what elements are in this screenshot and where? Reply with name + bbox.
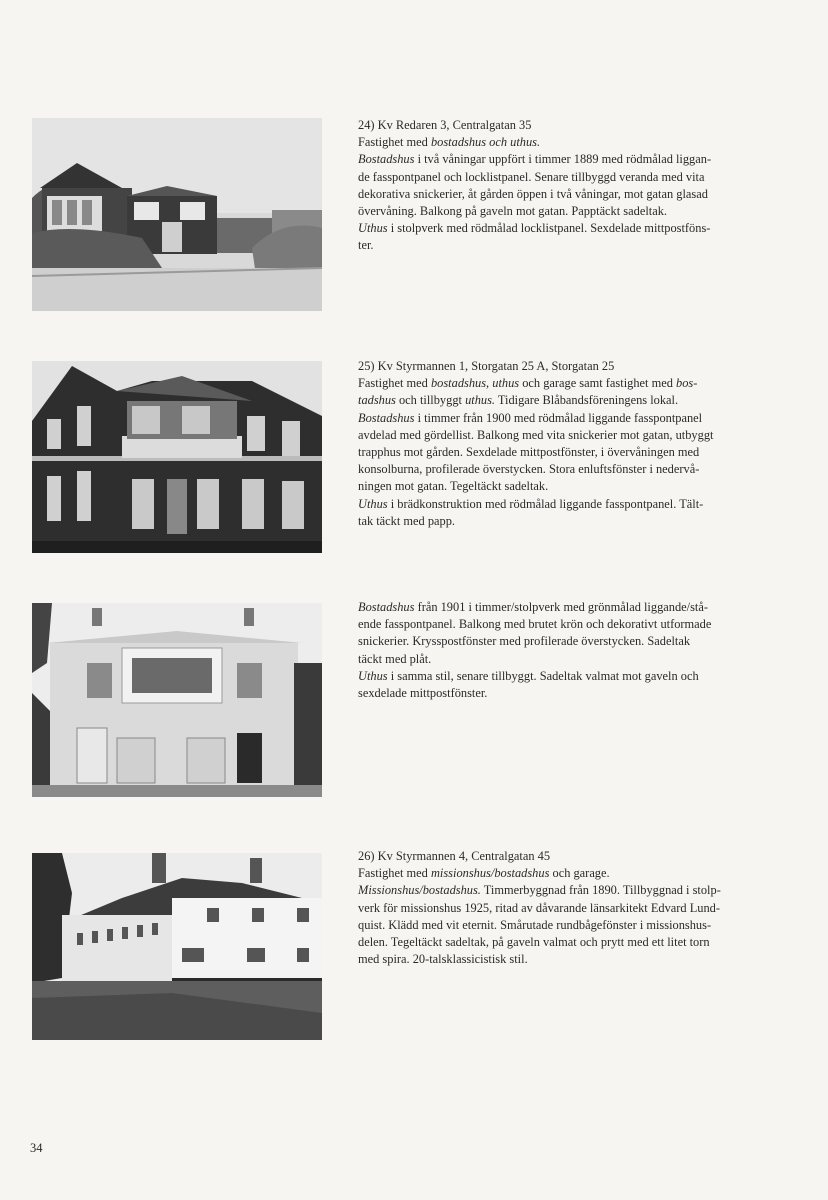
italic-term: Bostadshus: [358, 600, 415, 614]
text-segment: 26) Kv Styrmannen 4, Centralgatan 45: [358, 849, 551, 863]
text-segment: och garage samt fastighet med: [519, 376, 677, 391]
text-line: [358, 375, 768, 392]
text-segment: de fasspontpanel och locklistpanel. Senare tillbyggd veranda med vita: [358, 169, 705, 184]
text-segment: Timmerbyggnad från 1890. Tillbyggnad i stolp-: [480, 883, 721, 898]
text-segment: ter.: [358, 238, 374, 253]
italic-term: Missionshus/bostadshus.: [358, 883, 481, 898]
italic-term: bostadshus och uthus.: [430, 135, 541, 150]
house-photo-25b: [32, 603, 322, 797]
text-segment: från 1901 i timmer/stolpverk med grönmålad liggande/stå-: [414, 600, 708, 614]
text-line: [358, 117, 768, 134]
text-line: [358, 900, 768, 917]
text-segment: och garage.: [549, 866, 610, 881]
italic-term: Bostadshus: [358, 152, 418, 167]
text-line: [358, 220, 768, 237]
text-segment: ende fasspontpanel. Balkong med brutet krön och dekorativt utformade: [358, 617, 712, 632]
text-segment: i timmer från 1900 med rödmålad liggande fasspontpanel: [414, 410, 703, 425]
text-segment: delen. Tegeltäckt sadeltak, på gaveln valmat och prytt med ett litet torn: [358, 935, 710, 950]
entry-25-text: [358, 358, 768, 530]
house-photo-24: [32, 118, 322, 311]
text-segment: trapphus mot gården. Sexdelade mittpostfönster, i övervåningen med: [358, 445, 700, 460]
text-segment: 25) Kv Styrmannen 1, Storgatan 25 A, Storgatan 25: [358, 359, 615, 373]
text-line: [358, 478, 768, 495]
text-segment: och tillbyggt: [395, 393, 466, 408]
text-line: [358, 685, 768, 702]
text-line: [358, 186, 768, 203]
text-segment: i brädkonstruktion med rödmålad liggande fasspontpanel. Tält-: [387, 496, 704, 511]
text-segment: tak täckt med papp.: [358, 513, 456, 528]
text-segment: Fastighet med: [358, 376, 431, 391]
text-line: [358, 633, 768, 650]
text-line: [358, 917, 768, 934]
house-photo-25: [32, 361, 322, 553]
text-line: [358, 651, 768, 668]
text-line: [358, 151, 768, 168]
text-segment: Fastighet med: [358, 135, 431, 150]
entry-24-text: [358, 117, 768, 255]
text-line: [358, 865, 768, 882]
text-segment: i två våningar uppfört i timmer 1889 med rödmålad liggan-: [417, 152, 712, 167]
text-segment: sexdelade mittpostfönster.: [358, 686, 488, 701]
text-line: [358, 934, 768, 951]
text-segment: täckt med plåt.: [358, 651, 432, 666]
text-line: [358, 848, 768, 865]
page-number: 34: [30, 1141, 43, 1155]
text-segment: 24) Kv Redaren 3, Centralgatan 35: [358, 118, 532, 132]
text-segment: avdelad med gördellist. Balkong med vita snickerier mot gatan, utbyggt: [358, 427, 714, 442]
text-segment: dekorativa snickerier, åt gården öppen i två våningar, mot gatan glasad: [358, 186, 708, 201]
text-segment: ningen mot gatan. Tegeltäckt sadeltak.: [358, 479, 549, 494]
entry-26-text: [358, 848, 768, 968]
house-photo-26: [32, 853, 322, 1040]
text-line: [358, 134, 768, 151]
text-line: [358, 169, 768, 186]
italic-term: missionshus/bostadshus: [430, 866, 550, 881]
text-line: [358, 668, 768, 685]
text-line: [358, 496, 768, 513]
text-line: [358, 392, 768, 409]
italic-term: Uthus: [358, 668, 388, 683]
italic-term: Uthus: [358, 221, 388, 236]
text-line: [358, 427, 768, 444]
text-line: [358, 616, 768, 633]
text-segment: konsolburna, profilerade överstycken. Stora enluftsfönster i nedervå-: [358, 462, 700, 477]
italic-term: Bostadshus: [358, 410, 415, 425]
text-line: [358, 882, 768, 899]
text-line: [358, 599, 768, 616]
italic-term: bostadshus, uthus: [430, 376, 520, 391]
text-segment: quist. Klädd med vit eternit. Smårutade rundbågefönster i missionshus-: [358, 917, 712, 932]
text-line: [358, 951, 768, 968]
italic-term: bos-: [676, 376, 698, 391]
text-line: [358, 513, 768, 530]
italic-term: tadshus: [358, 393, 396, 408]
text-line: [358, 461, 768, 478]
text-segment: Tidigare Blåbandsföreningens lokal.: [495, 393, 679, 408]
text-segment: Fastighet med: [358, 866, 431, 881]
italic-term: Uthus: [358, 496, 388, 511]
text-segment: med spira. 20-talsklassicistisk stil.: [358, 952, 528, 967]
text-segment: verk för missionshus 1925, ritad av dåvarande länsarkitekt Edvard Lund-: [358, 900, 720, 915]
text-segment: i stolpverk med rödmålad locklistpanel. Sexdelade mittpostföns-: [387, 221, 711, 236]
text-line: [358, 358, 768, 375]
text-segment: i samma stil, senare tillbyggt. Sadeltak valmat mot gaveln och: [387, 668, 699, 683]
text-line: [358, 444, 768, 461]
entry-25b-text: [358, 599, 768, 702]
text-line: [358, 237, 768, 254]
text-segment: övervåning. Balkong på gaveln mot gatan. Papptäckt sadeltak.: [358, 204, 667, 219]
text-line: [358, 203, 768, 220]
italic-term: uthus.: [465, 393, 496, 408]
text-line: [358, 410, 768, 427]
text-segment: snickerier. Krysspostfönster med profilerade överstycken. Sadeltak: [358, 634, 691, 649]
